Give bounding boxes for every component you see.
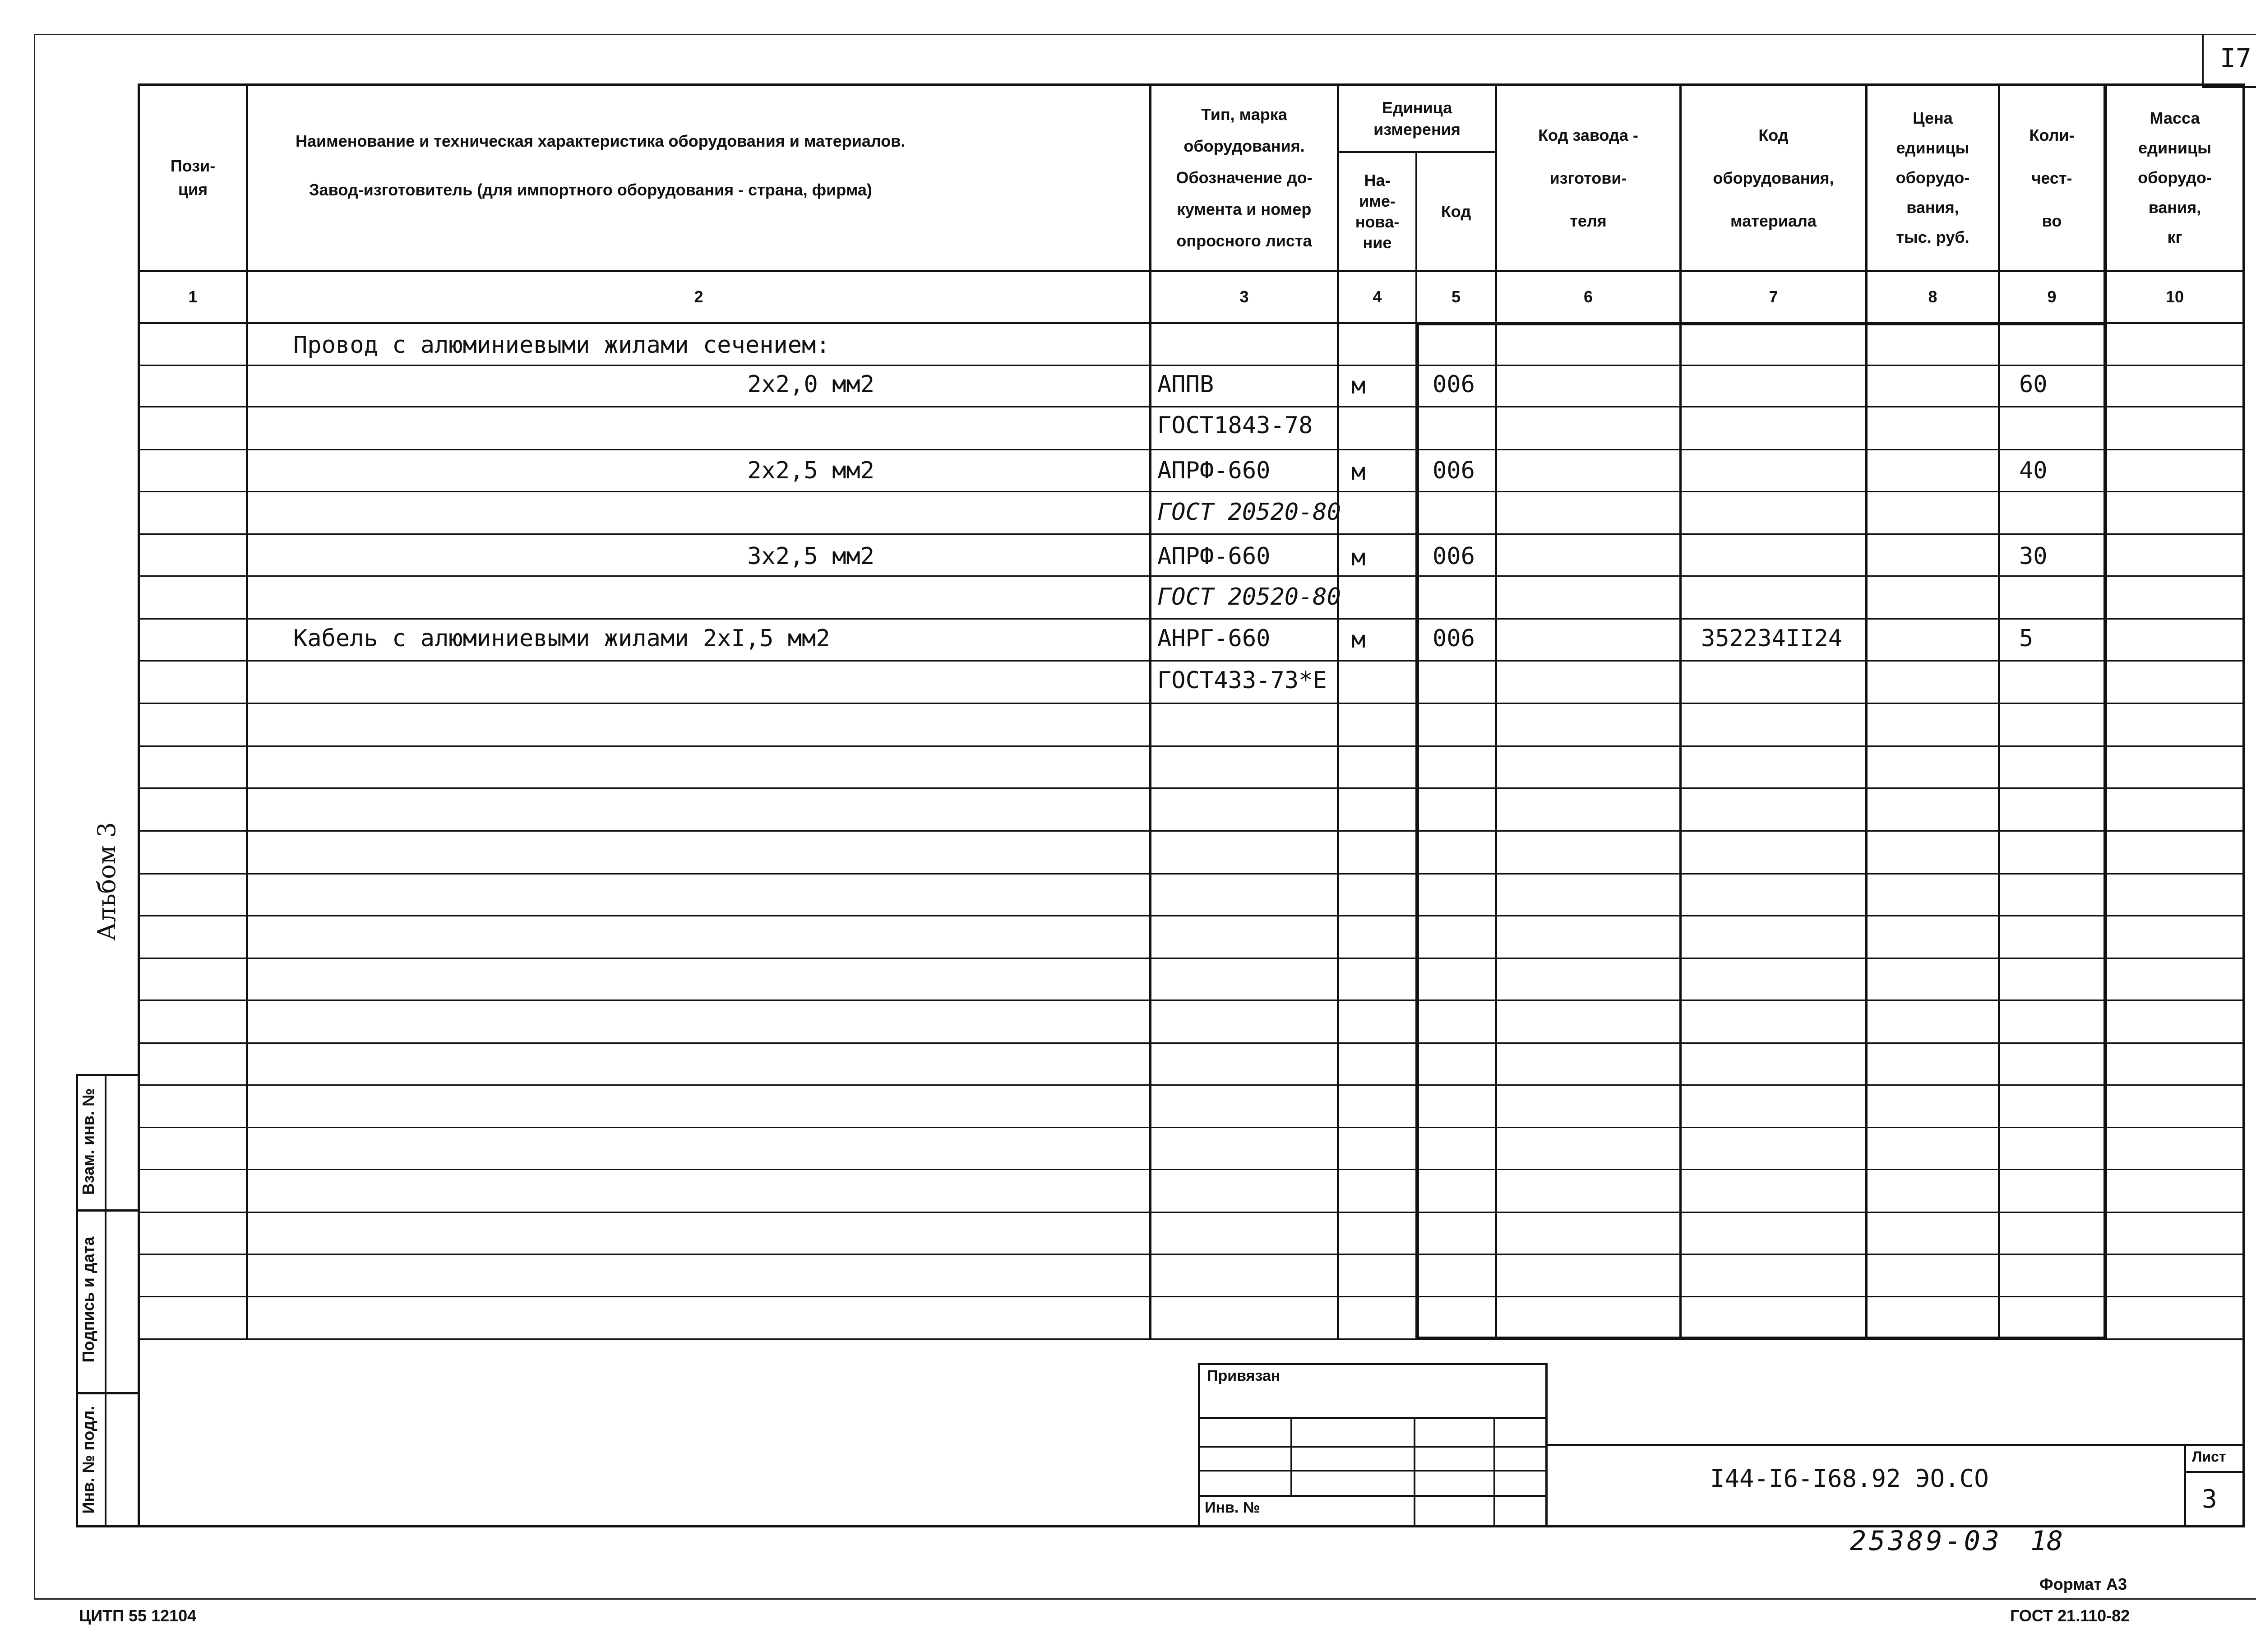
row-line (138, 1254, 2245, 1255)
row-line (138, 915, 2245, 916)
colnum-3: 3 (1239, 287, 1249, 306)
sheet-label: Лист (2192, 1448, 2226, 1465)
row-line (138, 703, 2245, 704)
header-unit-code: Код (1441, 202, 1471, 221)
footer-format: Формат А3 (2039, 1575, 2127, 1593)
handwritten-page: 18 (2030, 1525, 2063, 1557)
row-line (138, 1127, 2245, 1128)
colnum-7: 7 (1769, 287, 1778, 306)
row-2-type: ГОСТ1843-78 (1157, 412, 1313, 439)
row-1-qty: 60 (2019, 371, 2048, 398)
row-3-unit: м (1351, 458, 1366, 486)
header-unit-group: Единица измерения (1373, 98, 1461, 139)
code-area-top (1548, 1444, 2245, 1446)
row-5-code: 006 (1433, 543, 1475, 570)
side-stamp-divider (105, 1074, 106, 1527)
row-1-name: 2х2,0 мм2 (747, 371, 874, 398)
sheet-number: 3 (2202, 1485, 2217, 1514)
row-5-type: АПРФ-660 (1157, 543, 1271, 570)
row-3-qty: 40 (2019, 457, 2048, 484)
row-5-name: 3х2,5 мм2 (747, 543, 874, 570)
row-3-type: АПРФ-660 (1157, 457, 1271, 484)
row-0-name: Провод с алюминиевыми жилами сечением: (293, 332, 830, 359)
row-5-unit: м (1351, 544, 1366, 571)
row-line (138, 787, 2245, 789)
row-5-qty: 30 (2019, 543, 2048, 570)
colnum-8: 8 (1928, 287, 1937, 306)
colnum-5: 5 (1451, 287, 1461, 306)
row-6-type: ГОСТ 20520-80 (1157, 583, 1341, 611)
handwritten-number: 25389-03 (1850, 1525, 2002, 1557)
row-7-name: Кабель с алюминиевыми жилами 2хI,5 мм2 (293, 625, 830, 652)
header-unit-name: На- име- нова- ние (1355, 171, 1400, 252)
row-line (138, 449, 2245, 450)
body-bottom-line (138, 1338, 2245, 1340)
side-signature-date: Подпись и дата (79, 1236, 97, 1363)
header-price: Цена единицы оборудо- вания, тыс. руб. (1895, 109, 1970, 246)
row-1-unit: м (1351, 372, 1366, 399)
attached-label: Привязан (1207, 1367, 1281, 1384)
row-line (138, 1042, 2245, 1044)
document-code: I44-I6-I68.92 ЭО.СО (1710, 1464, 1989, 1493)
row-7-code: 006 (1433, 625, 1475, 652)
row-line (138, 406, 2245, 407)
header-equipment-code: Код оборудования, материала (1713, 125, 1834, 230)
body-bold-top (1415, 322, 2107, 325)
side-inv-original: Инв. № подл. (79, 1406, 97, 1514)
colnum-4: 4 (1373, 287, 1382, 306)
side-replaced-inv: Взам. инв. № (79, 1088, 97, 1195)
row-7-equip-code: 352234II24 (1701, 625, 1843, 652)
attached-v1 (1290, 1417, 1292, 1496)
row-line (138, 365, 2245, 366)
footer-left: ЦИТП 55 12104 (79, 1606, 197, 1625)
row-line (138, 745, 2245, 747)
header-name-line1: Наименование и техническая характеристика оборудования и материалов. (296, 132, 906, 150)
inv-no-label: Инв. № (1205, 1499, 1260, 1516)
attached-v2 (1414, 1417, 1415, 1527)
row-8-type: ГОСТ433-73*Е (1157, 667, 1327, 694)
row-line (138, 1212, 2245, 1213)
row-line (138, 958, 2245, 959)
row-3-code: 006 (1433, 457, 1475, 484)
row-line (138, 575, 2245, 577)
colnum-1: 1 (188, 287, 198, 306)
row-line (138, 1296, 2245, 1297)
row-line (138, 1000, 2245, 1001)
header-quantity: Коли- чест- во (2029, 125, 2075, 230)
header-position: Пози- ция (170, 157, 216, 199)
colnum-6: 6 (1583, 287, 1593, 306)
sheet-box-divider (2184, 1471, 2245, 1473)
row-3-name: 2х2,5 мм2 (747, 457, 874, 484)
corner-sheet-number: I7 (2220, 43, 2251, 74)
row-7-qty: 5 (2019, 625, 2034, 652)
colnum-2: 2 (694, 287, 703, 306)
row-7-unit: м (1351, 626, 1366, 653)
header-mass: Масса единицы оборудо- вания, кг (2138, 109, 2212, 246)
colnum-10: 10 (2165, 287, 2184, 306)
row-line (138, 873, 2245, 875)
header-name-line2: Завод-изготовитель (для импортного оборудования - страна, фирма) (309, 180, 872, 199)
row-line (138, 533, 2245, 535)
row-line (138, 618, 2245, 620)
row-7-type: АНРГ-660 (1157, 625, 1271, 652)
row-line (138, 660, 2245, 662)
row-line (138, 491, 2245, 492)
row-4-type: ГОСТ 20520-80 (1157, 499, 1341, 526)
footer-standard: ГОСТ 21.110-82 (2010, 1606, 2130, 1625)
row-1-code: 006 (1433, 371, 1475, 398)
row-line (138, 1084, 2245, 1086)
colnum-9: 9 (2047, 287, 2057, 306)
row-line (138, 1169, 2245, 1170)
album-label: Альбом 3 (92, 822, 121, 941)
attached-v3 (1493, 1417, 1495, 1527)
row-line (138, 830, 2245, 832)
header-factory-code: Код завода - изготови- теля (1538, 125, 1638, 230)
header-type: Тип, марка оборудования. Обозначение до- кумента и номер опросного листа (1176, 105, 1313, 250)
col-line-9 (2103, 83, 2107, 1340)
row-1-type: АППВ (1157, 371, 1214, 398)
